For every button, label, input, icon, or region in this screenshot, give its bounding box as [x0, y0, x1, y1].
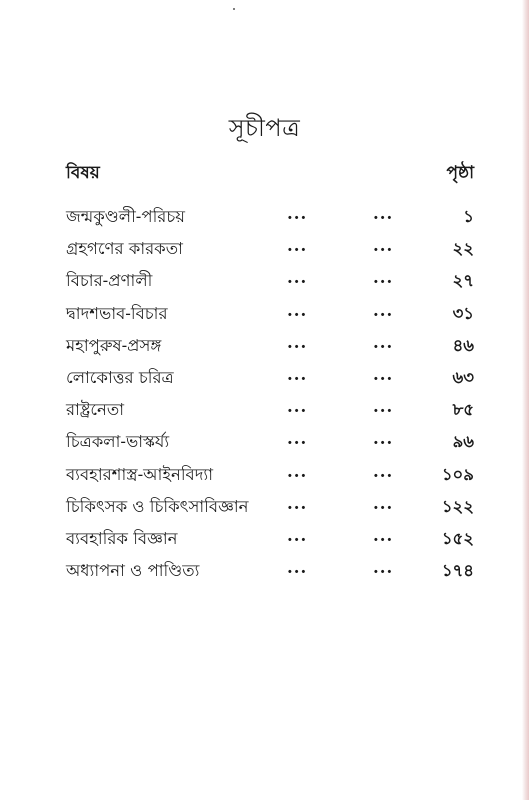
- leader-dots: ...: [373, 268, 394, 288]
- toc-entry-page-number: ২২: [452, 239, 474, 259]
- leader-dots: ...: [373, 300, 394, 320]
- leader-dots: ...: [373, 332, 394, 352]
- leader-dots: ...: [373, 558, 394, 578]
- leader-dots: ...: [287, 332, 308, 352]
- leader-dots: ...: [287, 397, 308, 417]
- toc-entry-label: লোকোত্তর চরিত্র: [66, 367, 174, 387]
- toc-row: [0, 359, 529, 391]
- leader-dots: ...: [287, 236, 308, 256]
- toc-entry-page-number: ৩১: [452, 303, 474, 323]
- toc-entry-label: জন্মকুণ্ডলী-পরিচয়: [66, 207, 185, 226]
- toc-entry-label: রাষ্ট্রনেতা: [66, 400, 125, 420]
- toc-entry-page-number: ৯৬: [452, 432, 474, 452]
- toc-entry-label: দ্বাদশভাব-বিচার: [66, 303, 168, 323]
- toc-row: [0, 456, 529, 488]
- leader-dots: ...: [373, 236, 394, 256]
- toc-row: [0, 552, 529, 584]
- table-of-contents: [0, 198, 529, 584]
- column-header-page: পৃষ্ঠা: [446, 163, 474, 183]
- toc-row: [0, 295, 529, 327]
- toc-entry-label: ব্যবহারিক বিজ্ঞান: [66, 528, 178, 548]
- toc-entry-page-number: ১২২: [441, 496, 474, 516]
- toc-entry-page-number: ১: [463, 207, 474, 226]
- leader-dots: ...: [287, 461, 308, 481]
- leader-dots: ...: [287, 493, 308, 513]
- toc-row: [0, 230, 529, 262]
- toc-entry-label: চিকিৎসক ও চিকিৎসাবিজ্ঞান: [66, 496, 249, 516]
- toc-row: [0, 391, 529, 423]
- toc-entry-label: গ্রহগণের কারকতা: [66, 239, 183, 259]
- leader-dots: ...: [287, 204, 308, 223]
- toc-entry-page-number: ৪৬: [452, 335, 474, 355]
- column-header-subject: বিষয়: [66, 163, 100, 183]
- toc-row: [0, 488, 529, 520]
- toc-row: [0, 520, 529, 552]
- toc-row: [0, 327, 529, 359]
- leader-dots: ...: [373, 493, 394, 513]
- toc-row: [0, 262, 529, 294]
- leader-dots: ...: [373, 364, 394, 384]
- toc-entry-page-number: ৬৩: [452, 367, 474, 387]
- toc-row: [0, 198, 529, 230]
- toc-entry-page-number: ২৭: [452, 271, 474, 291]
- toc-entry-page-number: ১৭৪: [441, 561, 474, 581]
- leader-dots: ...: [287, 429, 308, 449]
- leader-dots: ...: [373, 429, 394, 449]
- toc-row: [0, 423, 529, 455]
- leader-dots: ...: [373, 461, 394, 481]
- toc-entry-label: চিত্রকলা-ভাস্কর্য্য: [66, 432, 170, 452]
- page-title: সূচীপত্র: [228, 114, 301, 142]
- leader-dots: ...: [287, 558, 308, 578]
- leader-dots: ...: [287, 268, 308, 288]
- leader-dots: ...: [373, 204, 394, 223]
- leader-dots: ...: [373, 525, 394, 545]
- leader-dots: ...: [287, 300, 308, 320]
- toc-entry-label: অধ্যাপনা ও পাণ্ডিত্য: [66, 561, 200, 581]
- print-speck: [233, 8, 235, 10]
- toc-entry-page-number: ৮৫: [452, 400, 474, 420]
- leader-dots: ...: [373, 397, 394, 417]
- leader-dots: ...: [287, 525, 308, 545]
- toc-entry-page-number: ১০৯: [441, 464, 474, 484]
- leader-dots: ...: [287, 364, 308, 384]
- toc-entry-label: ব্যবহারশাস্ত্র-আইনবিদ্যা: [66, 464, 213, 484]
- toc-entry-page-number: ১৫২: [441, 528, 474, 548]
- toc-entry-label: বিচার-প্রণালী: [66, 271, 153, 291]
- toc-entry-label: মহাপুরুষ-প্রসঙ্গ: [66, 335, 162, 355]
